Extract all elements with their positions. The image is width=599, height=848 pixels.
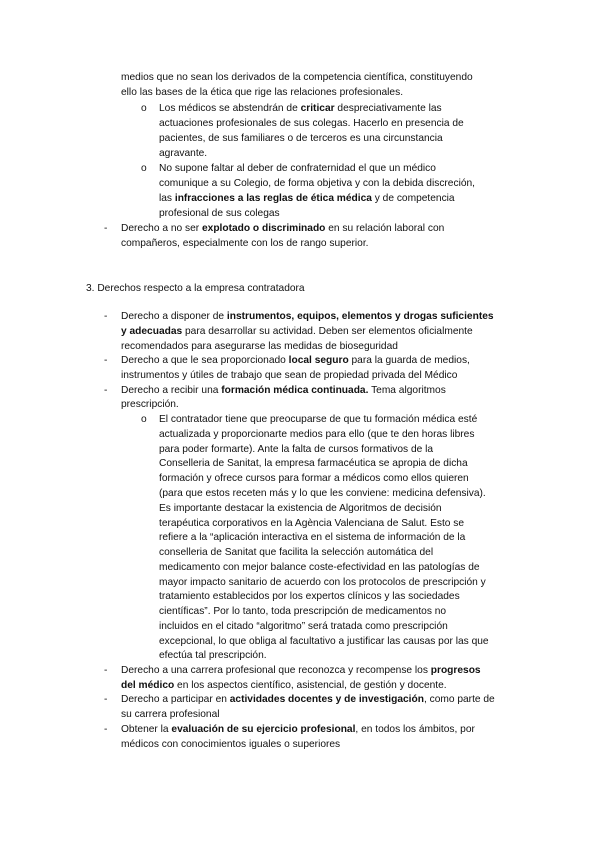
list-bullet-marker: - <box>104 385 108 396</box>
list-item-line: prescripción. <box>121 399 179 410</box>
sub-item-line: El contratador tiene que preocuparse de que tu formación médica esté <box>159 414 478 425</box>
list-item-line: Derecho a una carrera profesional que reconozca y recompense los progresos <box>121 665 481 676</box>
sub-item-line: Es importante destacar la existencia de Algoritmos de decisión <box>159 503 442 514</box>
sub-item-line: comunique a su Colegio, de forma objetiva y con la debida discreción, <box>159 178 475 189</box>
sub-item-line: medicamento con mejor balance coste-efectividad en las patologías de <box>159 562 480 573</box>
list-item-line: del médico en los aspectos científico, asistencial, de gestión y docente. <box>121 680 447 691</box>
sub-item-line: formación y ofrece cursos para formar a médicos como ellos quieren <box>159 473 469 484</box>
list-bullet-marker: - <box>104 223 108 234</box>
list-item-line: Obtener la evaluación de su ejercicio profesional, en todos los ámbitos, por <box>121 724 475 735</box>
paragraph-line: ello las bases de la ética que rige las relaciones profesionales. <box>121 87 404 98</box>
list-item-line: Derecho a disponer de instrumentos, equipos, elementos y drogas suficientes <box>121 311 494 322</box>
list-bullet-marker: - <box>104 694 108 705</box>
sub-item-line: excepcional, lo que obliga al facultativo a justificar las causas por las que <box>159 636 489 647</box>
list-item-line: Derecho a no ser explotado o discriminado en su relación laboral con <box>121 223 445 234</box>
sub-item-line: refiere a la “aplicación interactiva en el sistema de información de la <box>159 532 466 543</box>
list-bullet-marker: - <box>104 311 108 322</box>
list-item-line: Derecho a que le sea proporcionado local seguro para la guarda de medios, <box>121 355 470 366</box>
list-bullet-marker: - <box>104 665 108 676</box>
sub-item-line: (para que estos receten más y lo que les conviene: medicina defensiva). <box>159 488 486 499</box>
sub-item-line: actualizada y proporcionarte medios para ello (que te den horas libres <box>159 429 475 440</box>
sub-item-line: para poder formarte). Ante la falta de cursos formativos de la <box>159 444 434 455</box>
list-item-line: Derecho a participar en actividades docentes y de investigación, como parte de <box>121 694 495 705</box>
sub-item-line: científicas”. Por lo tanto, toda prescripción de medicamentos no <box>159 606 447 617</box>
sub-item-line: conselleria de Sanitat que facilita la selección automática del <box>159 547 434 558</box>
list-item-line: médicos con conocimientos iguales o superiores <box>121 739 341 750</box>
sub-item-line: Conselleria de Sanitat, la empresa farmacéutica se apropia de dicha <box>159 458 468 469</box>
list-item-line: recomendados para asegurarse las medidas de bioseguridad <box>121 341 398 352</box>
sub-item-line: No supone faltar al deber de confraternidad el que un médico <box>159 163 436 174</box>
sub-item-line: tratamiento establecidos por los expertos clínicos y las sociedades <box>159 591 460 602</box>
sub-bullet-marker: o <box>141 103 147 114</box>
list-item-line: y adecuadas para desarrollar su actividad. Deben ser elementos oficialmente <box>121 326 473 337</box>
sub-item-line: Los médicos se abstendrán de criticar despreciativamente las <box>159 103 442 114</box>
list-item-line: su carrera profesional <box>121 709 220 720</box>
sub-item-line: incluidos en el citado “algoritmo” será tratada como prescripción <box>159 621 448 632</box>
sub-item-line: terapéutica corporativos en la Agència Valenciana de Salut. Esto se <box>159 518 465 529</box>
sub-item-line: pacientes, de sus familiares o de terceros es una circunstancia <box>159 133 443 144</box>
list-item-line: instrumentos y útiles de trabajo que sean de propiedad privada del Médico <box>121 370 458 381</box>
paragraph-line: medios que no sean los derivados de la competencia científica, constituyendo <box>121 72 473 83</box>
list-bullet-marker: - <box>104 355 108 366</box>
sub-bullet-marker: o <box>141 163 147 174</box>
list-bullet-marker: - <box>104 724 108 735</box>
list-item-line: compañeros, especialmente con los de rango superior. <box>121 238 369 249</box>
sub-item-line: agravante. <box>159 148 208 159</box>
sub-item-line: mayor impacto sanitario de acuerdo con los protocolos de prescripción y <box>159 577 486 588</box>
section-heading: 3. Derechos respecto a la empresa contratadora <box>86 283 305 294</box>
sub-bullet-marker: o <box>141 414 147 425</box>
sub-item-line: actuaciones profesionales de sus colegas. Hacerlo en presencia de <box>159 118 464 129</box>
list-item-line: Derecho a recibir una formación médica continuada. Tema algoritmos <box>121 385 446 396</box>
sub-item-line: efectúa tal prescripción. <box>159 650 267 661</box>
sub-item-line: profesional de sus colegas <box>159 208 280 219</box>
sub-item-line: las infracciones a las reglas de ética médica y de competencia <box>159 193 455 204</box>
